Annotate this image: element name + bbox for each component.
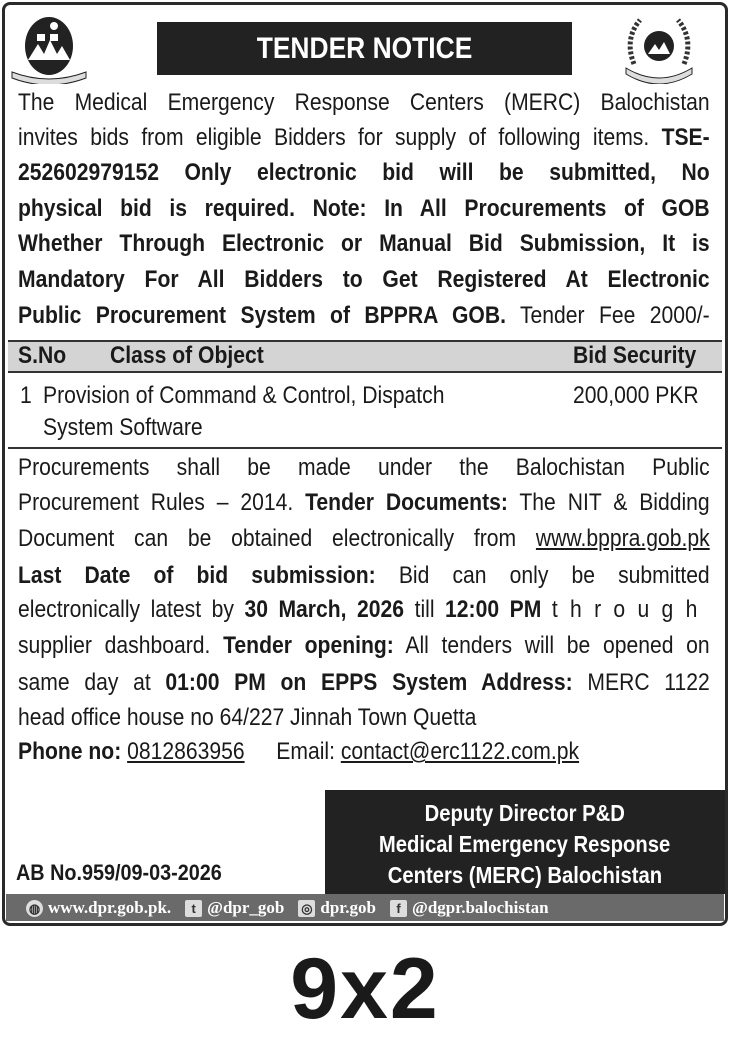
signature-line: Deputy Director P&D bbox=[424, 800, 626, 826]
detail-line bbox=[18, 562, 710, 590]
detail-line bbox=[18, 632, 710, 660]
contact-line bbox=[18, 738, 710, 766]
text: Mandatory For All Bidders to Get Registered At Electronic bbox=[18, 266, 710, 293]
text: Whether Through Electronic or Manual Bid Submission, It is bbox=[18, 230, 710, 257]
text: The NIT & Bidding bbox=[507, 489, 710, 516]
instagram-item[interactable] bbox=[298, 898, 376, 918]
row-item: Provision of Command & Control, Dispatch bbox=[43, 382, 445, 409]
intro-line bbox=[18, 230, 710, 258]
tender-id-prefix: TSE- bbox=[661, 124, 710, 151]
table-divider bbox=[8, 447, 722, 449]
twitter-handle: @dpr_gob bbox=[207, 897, 285, 917]
intro-line bbox=[18, 89, 710, 117]
title-text: TENDER NOTICE bbox=[256, 31, 473, 65]
text: Procurement Rules – 2014. bbox=[18, 489, 306, 516]
text: MERC 1122 bbox=[572, 669, 710, 696]
text: physical bid is required. Note: In All Procurements of GOB bbox=[18, 195, 710, 222]
balochistan-govt-logo bbox=[10, 14, 88, 84]
facebook-icon: f bbox=[390, 900, 407, 917]
header-class-of-object: Class of Object bbox=[110, 342, 264, 369]
social-footer bbox=[6, 894, 724, 921]
detail-line bbox=[18, 525, 710, 553]
facebook-item[interactable] bbox=[390, 898, 549, 918]
label: Last Date of bid submission: bbox=[18, 562, 376, 589]
text: same day at bbox=[18, 669, 166, 696]
intro-line bbox=[18, 159, 710, 187]
text: Public Procurement System of BPPRA GOB. bbox=[18, 302, 506, 329]
intro-line bbox=[18, 302, 710, 330]
label: Tender Documents: bbox=[305, 489, 508, 516]
twitter-item[interactable] bbox=[185, 898, 284, 918]
signature-line: Medical Emergency Response bbox=[379, 831, 671, 857]
globe-icon: ◍ bbox=[26, 900, 43, 917]
text: through bbox=[551, 596, 710, 623]
text: Procurements shall be made under the Balochistan Public bbox=[18, 454, 710, 481]
text: Document can be obtained electronically from bbox=[18, 525, 536, 552]
detail-line bbox=[18, 704, 710, 732]
text: All tenders will be opened on bbox=[393, 632, 710, 659]
text: electronically latest by bbox=[18, 596, 245, 623]
bppra-link[interactable]: www.bppra.gob.pk bbox=[535, 525, 710, 552]
deadline-time: 12:00 PM bbox=[445, 596, 542, 623]
header-bid-security: Bid Security bbox=[573, 342, 697, 369]
row-sno: 1 bbox=[20, 382, 32, 409]
facebook-handle: @dgpr.balochistan bbox=[412, 897, 549, 917]
ad-size-label: 9x2 bbox=[290, 941, 440, 1037]
email-label: Email: bbox=[276, 738, 341, 765]
signature-line: Centers (MERC) Balochistan bbox=[387, 862, 663, 888]
row-item-cont: System Software bbox=[43, 414, 203, 441]
address: head office house no 64/227 Jinnah Town Quetta bbox=[18, 704, 477, 731]
email-link[interactable]: contact@erc1122.com.pk bbox=[340, 738, 580, 765]
intro-line bbox=[18, 124, 710, 152]
instagram-icon: ◎ bbox=[298, 900, 315, 917]
signature-block bbox=[325, 790, 725, 894]
header-sno: S.No bbox=[18, 342, 67, 369]
deadline-date: 30 March, 2026 bbox=[244, 596, 405, 623]
detail-line bbox=[18, 596, 710, 624]
website: www.dpr.gob.pk. bbox=[48, 897, 172, 917]
detail-line bbox=[18, 669, 710, 697]
label: 01:00 PM on EPPS System Address: bbox=[165, 669, 573, 696]
web-item[interactable] bbox=[26, 898, 171, 918]
page-title bbox=[157, 22, 572, 75]
text: invites bids from eligible Bidders for supply of following items. bbox=[18, 124, 662, 151]
detail-line bbox=[18, 454, 710, 482]
intro-line bbox=[18, 195, 710, 223]
text: The Medical Emergency Response Centers (MERC) Balochistan bbox=[18, 89, 710, 116]
text: Bid can only be submitted bbox=[375, 562, 710, 589]
tender-fee: Tender Fee 2000/- bbox=[505, 302, 710, 329]
twitter-icon: t bbox=[185, 900, 202, 917]
detail-line bbox=[18, 489, 710, 517]
label: Tender opening: bbox=[223, 632, 394, 659]
text: supplier dashboard. bbox=[18, 632, 224, 659]
phone-number[interactable]: 0812863956 bbox=[127, 738, 245, 765]
instagram-handle: dpr.gob bbox=[320, 897, 376, 917]
text: till bbox=[404, 596, 446, 623]
ab-number: AB No.959/09-03-2026 bbox=[16, 860, 222, 885]
text: 252602979152 Only electronic bid will be submitted, No bbox=[18, 159, 710, 186]
intro-line bbox=[18, 266, 710, 294]
dgpr-logo bbox=[620, 14, 698, 84]
row-bid-security: 200,000 PKR bbox=[573, 382, 699, 409]
phone-label: Phone no: bbox=[18, 738, 122, 765]
